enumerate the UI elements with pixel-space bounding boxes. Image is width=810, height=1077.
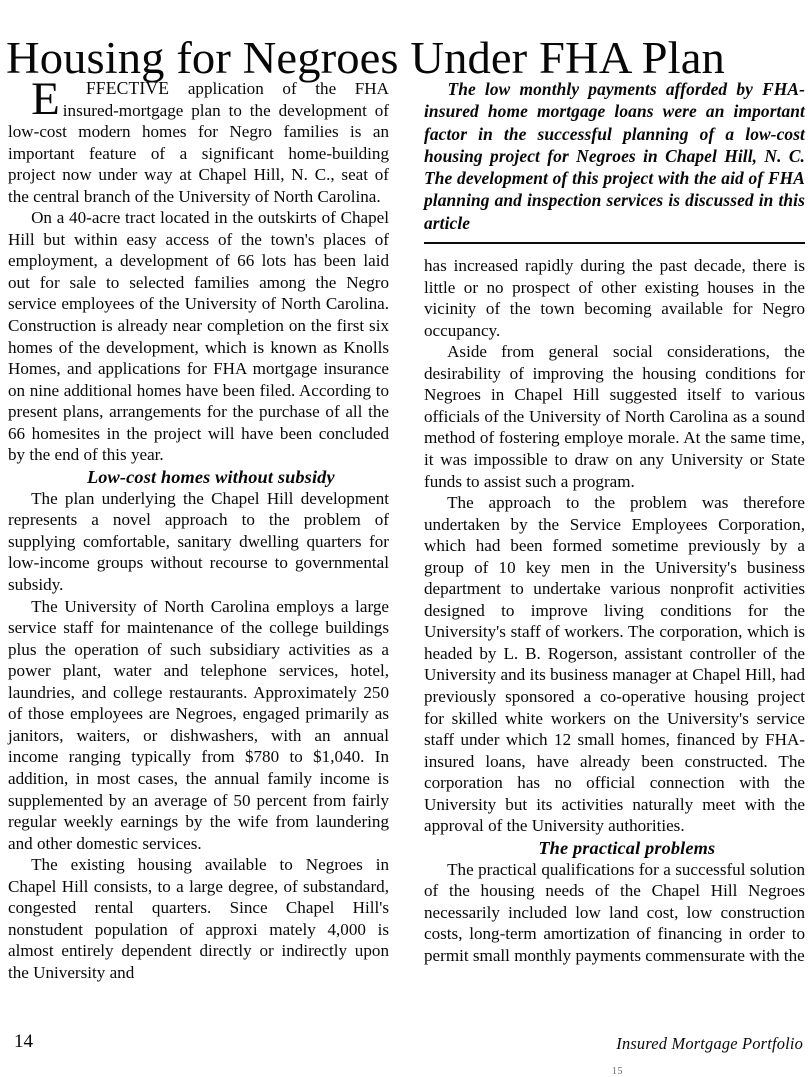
paragraph: The University of North Carolina employs a large service staff for maintenance of the college buildings plus the operation of such subsidiary activities as a power plant, water and telephone services, hotel, laundries, and college restaurants. Approximately 250 of those employees are Negroes, engaged primarily as janitors, waiters, or dishwashers, with an annual income ranging typically from $780 to $1,040. In addition, in most cases, the annual family income is supplemented by an average of 50 percent from fairly regular weekly earnings by the wife from laundering and other domestic services. — [8, 596, 389, 853]
paragraph-text: application of the FHA insured-mortgage plan to the development of low-cost modern homes for Negro families is an important feature of a significant home-building project now under way at Chapel Hill, N. C., seat of the central branch of the University of North Carolina. — [8, 79, 389, 206]
page-title: Housing for Negroes Under FHA Plan — [6, 33, 725, 84]
paragraph-lead — [8, 73, 389, 207]
right-text-column — [424, 78, 805, 967]
paragraph: On a 40-acre tract located in the outskirts of Chapel Hill but within easy access of the town's places of employment, a development of 66 lots has been laid out for sale to selected families among the Negro service employees of the University of North Carolina. Construction is already near completion on the first six homes of the development, which is known as Knolls Homes, and applications for FHA mortgage insurance on nine additional homes have been filed. According to present plans, arrangements for the purchase of all the 66 homesites in the project will have been concluded by the end of this year. — [8, 208, 389, 465]
drop-cap-letter: E — [31, 73, 60, 125]
footer-publication-name: Insured Mortgage Portfolio — [616, 1034, 803, 1053]
paragraph-continuation: has increased rapidly during the past decade, there is little or no prospect of other existing houses in the vicinity of the town becoming available for Negro occupancy. — [424, 256, 805, 340]
section-subhead-practical-problems: The practical problems — [538, 837, 716, 858]
horizontal-rule — [424, 242, 805, 244]
footer-page-stub: 15 — [612, 1066, 623, 1077]
paragraph: The plan underlying the Chapel Hill development represents a novel approach to the problem of supplying comfortable, sanitary dwelling quarters for low-income groups without recourse to governmental subsidy. — [8, 488, 389, 595]
paragraph: The approach to the problem was therefore undertaken by the Service Employees Corporation, which had been formed sometime previously by a group of 10 key men in the University's business department to undertake various nonprofit activities designed to improve living conditions for the University's staff of workers. The corporation, which is headed by L. B. Rogerson, assistant controller of the University and its business manager at Chapel Hill, had previously sponsored a co-operative housing project for skilled white workers on the University's service staff under which 12 small homes, financed by FHA-insured loans, have already been constructed. The corporation has no official connection with the University but its activities naturally meet with the approval of the University authorities. — [424, 493, 805, 836]
paragraph: Aside from general social considerations, the desirability of improving the housing conditions for Negroes in Chapel Hill suggested itself to various officials of the University of North Carolina as a sound method of fostering employe morale. At the same time, it was impossible to draw on any University or State funds to assist such a program. — [424, 342, 805, 491]
lead-small-caps: FFECTIVE — [85, 78, 170, 98]
paragraph: The existing housing available to Negroes in Chapel Hill consists, to a large degree, of substandard, congested rental quarters. Since Chapel Hill's nonstudent population of approxi mately 4,000 is almost entirely dependent directly or indirectly upon the University and — [8, 855, 389, 982]
section-subhead-low-cost-homes: Low-cost homes without subsidy — [86, 466, 335, 487]
paragraph: The practical qualifications for a successful solution of the housing needs of the Chapel Hill Negroes necessarily included low land cost, low construction costs, long-term amortization of financing in order to permit small monthly payments commensurate with the — [424, 859, 805, 966]
standfirst-summary: The low monthly payments afforded by FHA-insured home mortgage loans were an important factor in the successful planning of a low-cost housing project for Negroes in Chapel Hill, N. C. The development of this project with the aid of FHA planning and inspection services is discussed in this article — [424, 79, 805, 233]
page-number: 14 — [14, 1031, 33, 1052]
left-text-column — [8, 73, 389, 983]
